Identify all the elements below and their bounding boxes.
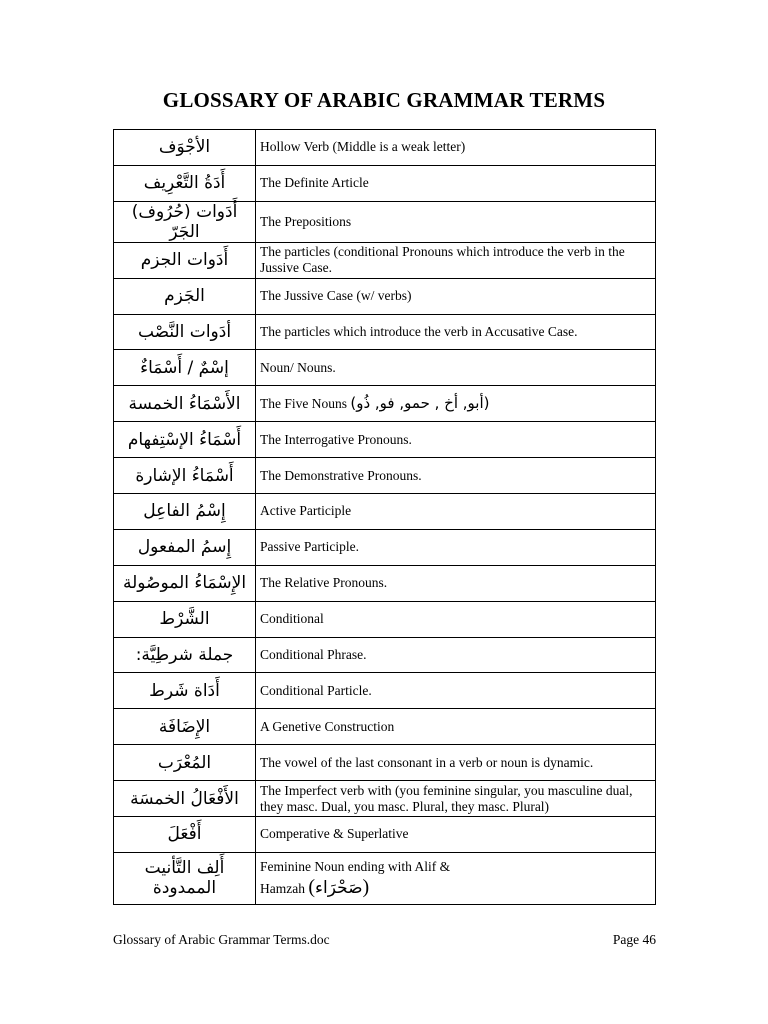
arabic-term: الشَّرْط	[114, 601, 256, 637]
arabic-term: جملة شرطِيَّة:	[114, 637, 256, 673]
english-definition: The Relative Pronouns.	[256, 565, 656, 601]
english-definition: Hollow Verb (Middle is a weak letter)	[256, 130, 656, 166]
english-definition-line1: Feminine Noun ending with Alif &	[260, 859, 451, 875]
table-row	[114, 494, 656, 530]
table-row	[114, 386, 656, 422]
table-row	[114, 529, 656, 565]
table-row	[114, 637, 656, 673]
table-row	[114, 601, 656, 637]
english-definition: The particles which introduce the verb in Accusative Case.	[256, 314, 656, 350]
arabic-term: الأَسْمَاءُ الخمسة	[114, 386, 256, 422]
english-definition: The Imperfect verb with (you feminine singular, you masculine dual, they masc. Dual, you masc. Plural, they masc. Plural)	[256, 781, 656, 817]
table-row	[114, 422, 656, 458]
footer-filename: Glossary of Arabic Grammar Terms.doc	[113, 932, 330, 947]
arabic-term: أَدَوات (حُرُوف) الجَرّ	[114, 201, 256, 242]
arabic-term: الأَفْعَالُ الخمسَة	[114, 781, 256, 817]
english-definition: Conditional	[256, 601, 656, 637]
table-row	[114, 242, 656, 278]
english-definition: Comperative & Superlative	[256, 817, 656, 853]
arabic-term: أَدَاة شَرط	[114, 673, 256, 709]
table-row	[114, 565, 656, 601]
table-row	[114, 709, 656, 745]
arabic-term: إسْمٌ / أَسْمَاءٌ	[114, 350, 256, 386]
table-row	[114, 458, 656, 494]
page-title: GLOSSARY OF ARABIC GRAMMAR TERMS	[162, 88, 606, 112]
arabic-term: المُعْرَب	[114, 745, 256, 781]
english-definition-line2: Hamzah	[260, 881, 305, 897]
english-definition: Feminine Noun ending with Alif & Hamzah (صَحْرَاء)	[256, 852, 656, 904]
english-definition: The particles (conditional Pronouns which introduce the verb in the Jussive Case.	[256, 242, 656, 278]
table-row	[114, 745, 656, 781]
table-row	[114, 350, 656, 386]
english-definition: The Jussive Case (w/ verbs)	[256, 278, 656, 314]
english-definition: Active Participle	[256, 494, 656, 530]
table-row	[114, 278, 656, 314]
table-row	[114, 852, 656, 904]
arabic-term: أدَوات النَّصْب	[114, 314, 256, 350]
arabic-term: الجَزم	[114, 278, 256, 314]
english-definition: The Demonstrative Pronouns.	[256, 458, 656, 494]
arabic-term: أَلِف التَّأنيت الممدودة	[114, 852, 256, 904]
table-row	[114, 781, 656, 817]
arabic-term: إِسْمُ الفاعِل	[114, 494, 256, 530]
arabic-term: الأجْوَف	[114, 130, 256, 166]
english-definition: The Definite Article	[256, 165, 656, 201]
arabic-term: أَسْمَاءُ الإسْتِفهام	[114, 422, 256, 458]
footer-page-number: Page 46	[612, 932, 656, 947]
english-definition: The Interrogative Pronouns.	[256, 422, 656, 458]
arabic-term: أَفْعَلَ	[114, 817, 256, 853]
table-row	[114, 314, 656, 350]
english-definition: Passive Participle.	[256, 529, 656, 565]
arabic-inline-examples: (أبو, أخ , حمو, فو, ذُو)	[350, 394, 490, 413]
english-definition: Conditional Phrase.	[256, 637, 656, 673]
arabic-term: أَسْمَاءُ الإشارة	[114, 458, 256, 494]
english-definition: Noun/ Nouns.	[256, 350, 656, 386]
arabic-term: أَدَةُ التَّعْرِيف	[114, 165, 256, 201]
table-row	[114, 817, 656, 853]
english-definition: The vowel of the last consonant in a verb or noun is dynamic.	[256, 745, 656, 781]
arabic-inline-example: صَحْرَاء	[315, 878, 363, 899]
arabic-term: أَدَوات الجزم	[114, 242, 256, 278]
arabic-term: إِسمُ المفعول	[114, 529, 256, 565]
table-row	[114, 673, 656, 709]
table-row	[114, 201, 656, 242]
english-definition: The Prepositions	[256, 201, 656, 242]
english-definition	[256, 386, 656, 422]
glossary-table	[113, 129, 656, 905]
english-definition-text: The Five Nouns	[260, 396, 347, 412]
table-row	[114, 165, 656, 201]
arabic-term: الإِسْمَاءُ الموصُولة	[114, 565, 256, 601]
english-definition: A Genetive Construction	[256, 709, 656, 745]
table-row	[114, 130, 656, 166]
english-definition: Conditional Particle.	[256, 673, 656, 709]
arabic-term: الإِضَافَة	[114, 709, 256, 745]
